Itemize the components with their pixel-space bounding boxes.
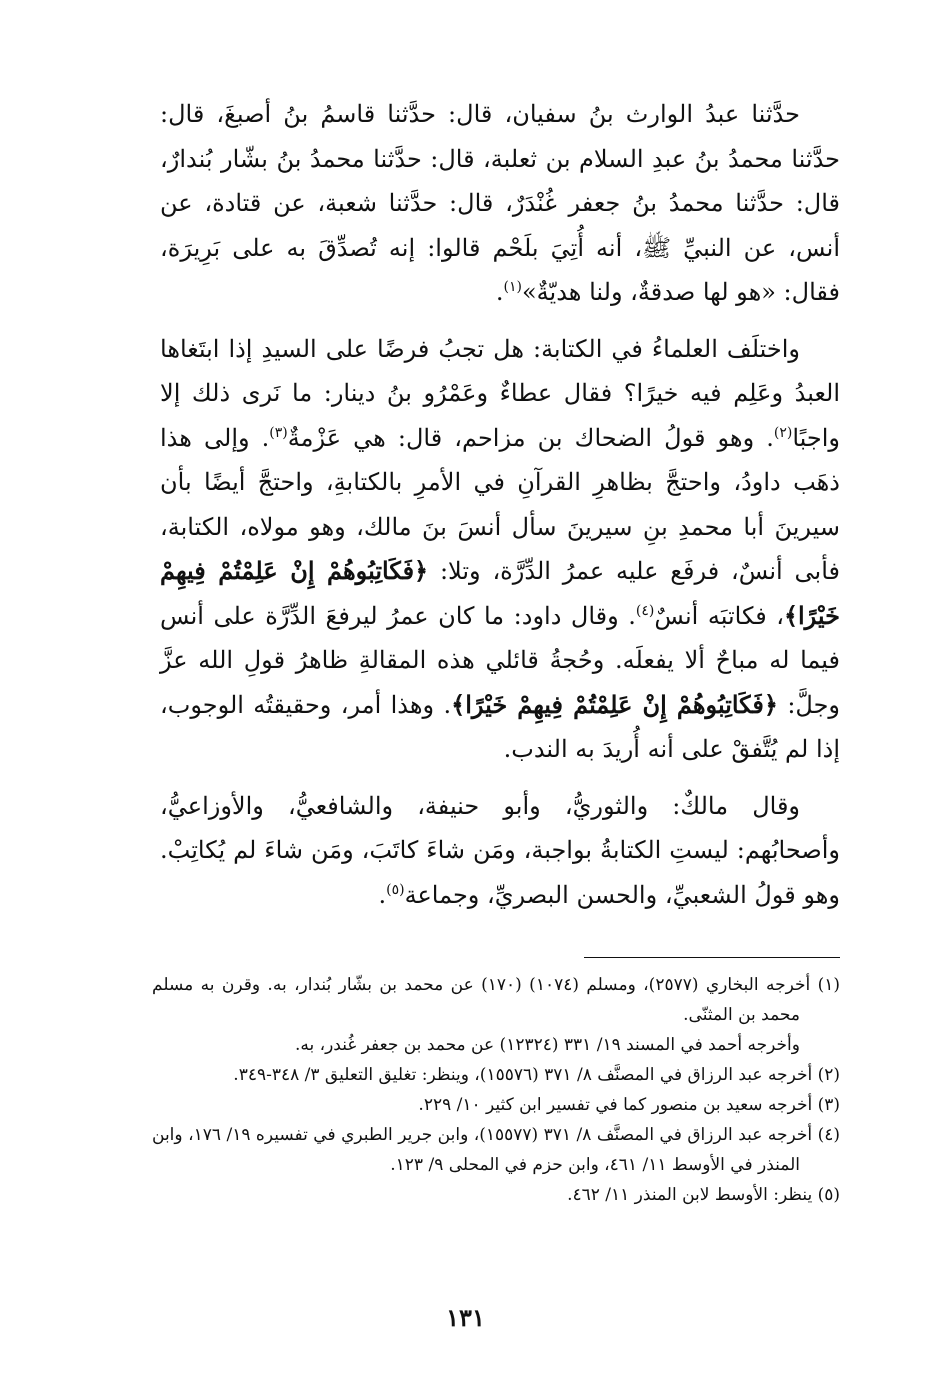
footnote-divider (584, 957, 840, 958)
footnote-3: (٣) أخرجه سعيد بن منصور كما في تفسير ابن كثير ١٠/ ٢٢٩. (418, 1095, 840, 1115)
main-text (160, 92, 840, 929)
paragraph-hadith: حدَّثنا عبدُ الوارث بنُ سفيان، قال: حدَّثنا قاسمُ بنُ أصبغَ، قال: حدَّثنا محمدُ بنُ عبدِ السلام بن ثعلبة، قال: حدَّثنا محمدُ بنُ بشّار بُندارٌ، قال: حدَّثنا محمدُ بنُ جعفر غُنْدَرٌ، قال: حدَّثنا شعبة، عن قتادة، عن أنس، عن النبيِّ ﷺ، أنه أُتِيَ بلَحْم قالوا: إنه تُصدِّقَ به على بَرِيرَة، فقال: «هو لها صدقةٌ، ولنا هديّةٌ»$^{(١)}$. (160, 100, 841, 306)
footnote-mark-3: (٣) (269, 424, 288, 441)
footnote-mark-1: (١) (503, 279, 522, 295)
paragraph-malik: وقال مالكٌ: والثوريُّ، وأبو حنيفة، والشافعيُّ، والأوزاعيُّ، وأصحابُهم: ليستِ الكتابةُ بواجبة، ومَن شاءَ كاتَبَ، ومَن شاءَ لم يُكاتِبْ. وهو قولُ الشعبيِّ، والحسن البصريِّ، وجماعة$^{(٥)}$. (160, 791, 840, 909)
quran-verse-repeat: ﴿فَكَاتِبُوهُمْ إِنْ عَلِمْتُمْ فِيهِمْ خَيْرًا﴾ (451, 689, 778, 719)
paragraph-scholars-difference: واختلَف العلماءُ في الكتابة: هل تجبُ فرضًا على السيدِ إذا ابتَغاها العبدُ وعَلِم فيه خيرًا؟ فقال عطاءٌ وعَمْرُو بنُ دينار: ما نَرى ذلك إلا واجبًا$^{(٢)}$. وهو قولُ الضحاك بن مزاحم، قال: هي عَزْمةٌ$^{(٣)}$. وإلى هذا ذهَب داودُ، واحتجَّ بظاهرِ القرآنِ في الأمرِ بالكتابةِ، واحتجَّ أيضًا بأن سيرينَ أبا محمدِ بنِ سيرينَ سأل أنسَ بنَ مالك، وهو مولاه، الكتابة، فأبى أنسٌ، فرفَع عليه عمرُ الدِّرَّة، وتلا: ﴿فَكَاتِبُوهُمْ إِنْ عَلِمْتُمْ فِيهِمْ خَيْرًا﴾، فكاتبَه أنسٌ$^{(٤)}$. وقال داود: ما كان عمرُ ليرفعَ الدِّرَّة على أنس فيما له مباحٌ ألا يفعلَه. وحُجةُ قائلي هذه المقالةِ ظاهرُ قولِ الله عزَّ وجلَّ: ﴿فَكَاتِبُوهُمْ إِنْ عَلِمْتُمْ فِيهِمْ خَيْرًا﴾. وهذا أمر، وحقيقتُه الوجوب، إذا لم يُتَّفقْ على أنه أُريدَ به الندب. (160, 334, 841, 763)
footnote-mark-2: (٢) (773, 424, 793, 441)
footnote-mark-5: (٥) (386, 881, 405, 898)
footnote-5: (٥) ينظر: الأوسط لابن المنذر ١١/ ٤٦٢. (567, 1185, 840, 1205)
quran-verse: ﴿فَكَاتِبُوهُمْ إِنْ عَلِمْتُمْ فِيهِمْ خَيْرًا﴾ (160, 556, 841, 630)
footnote-4: (٤) أخرجه عبد الرزاق في المصنَّف ٨/ ٣٧١ (١٥٥٧٧)، وابن جرير الطبري في تفسيره ١٩/ ١٧٦، وابن المنذر في الأوسط ١١/ ٤٦١، وابن حزم في المحلى ٩/ ١٢٣. (152, 1125, 840, 1175)
footnote-2: (٢) أخرجه عبد الرزاق في المصنَّف ٨/ ٣٧١ (١٥٥٧٦)، وينظر: تغليق التعليق ٣/ ٣٤٨-٣٤٩. (233, 1065, 840, 1085)
page-number: ١٣١ (446, 1303, 485, 1332)
footnote-mark-4: (٤) (635, 602, 655, 619)
footnote-1-continued: وأخرجه أحمد في المسند ١٩/ ٣٣١ (١٢٣٢٤) عن محمد بن جعفر غُندر، به. (294, 1035, 800, 1055)
footnote-1: (١) أخرجه البخاري (٢٥٧٧)، ومسلم (١٠٧٤) (١٧٠) عن محمد بن بشّار بُندار، به. وقرن به مسلم محمد بن المثنّى. (152, 975, 841, 1025)
footnotes (152, 970, 840, 1210)
